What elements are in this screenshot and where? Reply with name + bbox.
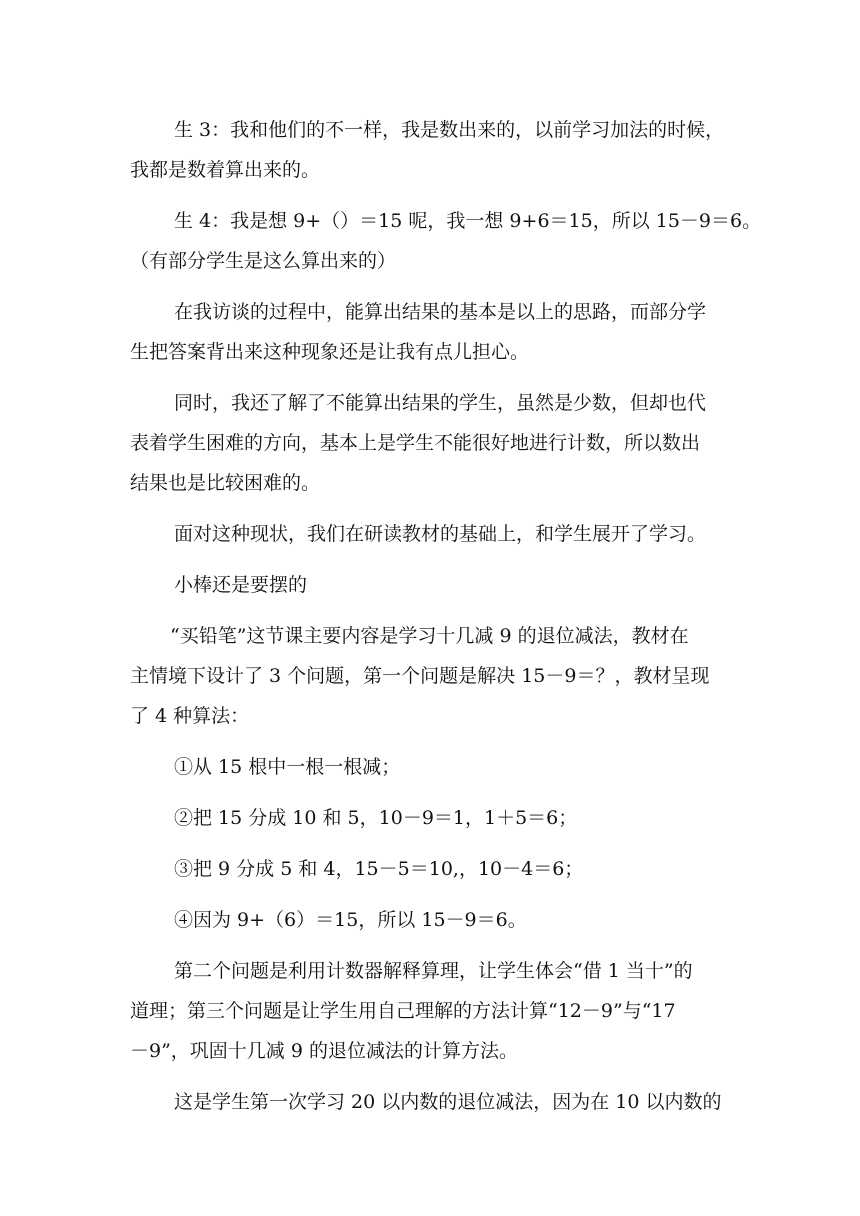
method-item-2 (130, 798, 730, 838)
text-line: ④因为 9+（6）＝15，所以 15－9＝6。 (174, 909, 527, 931)
text-line: ③把 9 分成 5 和 4，15－5＝10,，10－4＝6； (174, 858, 584, 880)
text-line: 同时，我还了解了不能算出结果的学生，虽然是少数，但却也代 (174, 392, 707, 414)
paragraph-student-4 (130, 201, 762, 281)
paragraph-difficulty (130, 383, 730, 503)
paragraph-interview (130, 292, 730, 372)
method-item-1 (130, 747, 730, 787)
text-line: 生 3：我和他们的不一样，我是数出来的，以前学习加法的时候， (174, 119, 725, 141)
text-line: （有部分学生是这么算出来的） (130, 250, 397, 272)
text-line: 生 4：我是想 9+（）＝15 呢，我一想 9+6＝15，所以 15－9＝6。 (174, 210, 762, 232)
text-line: 第二个问题是利用计数器解释算理，让学生体会“借 1 当十”的 (174, 960, 693, 982)
paragraph-current-situation (130, 514, 730, 554)
text-line: ②把 15 分成 10 和 5，10－9＝1，1＋5＝6； (174, 807, 578, 829)
text-line: “买铅笔”这节课主要内容是学习十几减 9 的退位减法，教材在 (170, 625, 689, 647)
text-line: 面对这种现状，我们在研读教材的基础上，和学生展开了学习。 (174, 523, 707, 545)
text-line: 主情境下设计了 3 个问题，第一个问题是解决 15－9＝？，教材呈现 (130, 665, 710, 687)
paragraph-second-question (130, 951, 730, 1071)
text-line: 我都是数着算出来的。 (130, 159, 321, 181)
text-line: 了 4 种算法： (130, 705, 250, 727)
method-item-3 (130, 849, 730, 889)
paragraph-student-3 (130, 110, 730, 190)
text-line: 表着学生困难的方向，基本上是学生不能很好地进行计数，所以数出 (130, 432, 701, 454)
section-heading (130, 565, 730, 605)
document-body (130, 110, 762, 1133)
method-item-4 (130, 900, 730, 940)
text-line: 在我访谈的过程中，能算出结果的基本是以上的思路，而部分学 (174, 301, 707, 323)
text-line: 生把答案背出来这种现象还是让我有点儿担心。 (130, 341, 530, 363)
text-line: －9”，巩固十几减 9 的退位减法的计算方法。 (130, 1040, 518, 1062)
text-line: 这是学生第一次学习 20 以内数的退位减法，因为在 10 以内数的 (174, 1091, 722, 1113)
paragraph-first-time (130, 1082, 730, 1122)
text-line: 道理；第三个问题是让学生用自己理解的方法计算“12－9”与“17 (130, 1000, 676, 1022)
paragraph-lesson-intro (130, 616, 730, 736)
text-line: 小棒还是要摆的 (174, 574, 308, 596)
text-line: 结果也是比较困难的。 (130, 472, 321, 494)
text-line: ①从 15 根中一根一根减； (174, 756, 401, 778)
